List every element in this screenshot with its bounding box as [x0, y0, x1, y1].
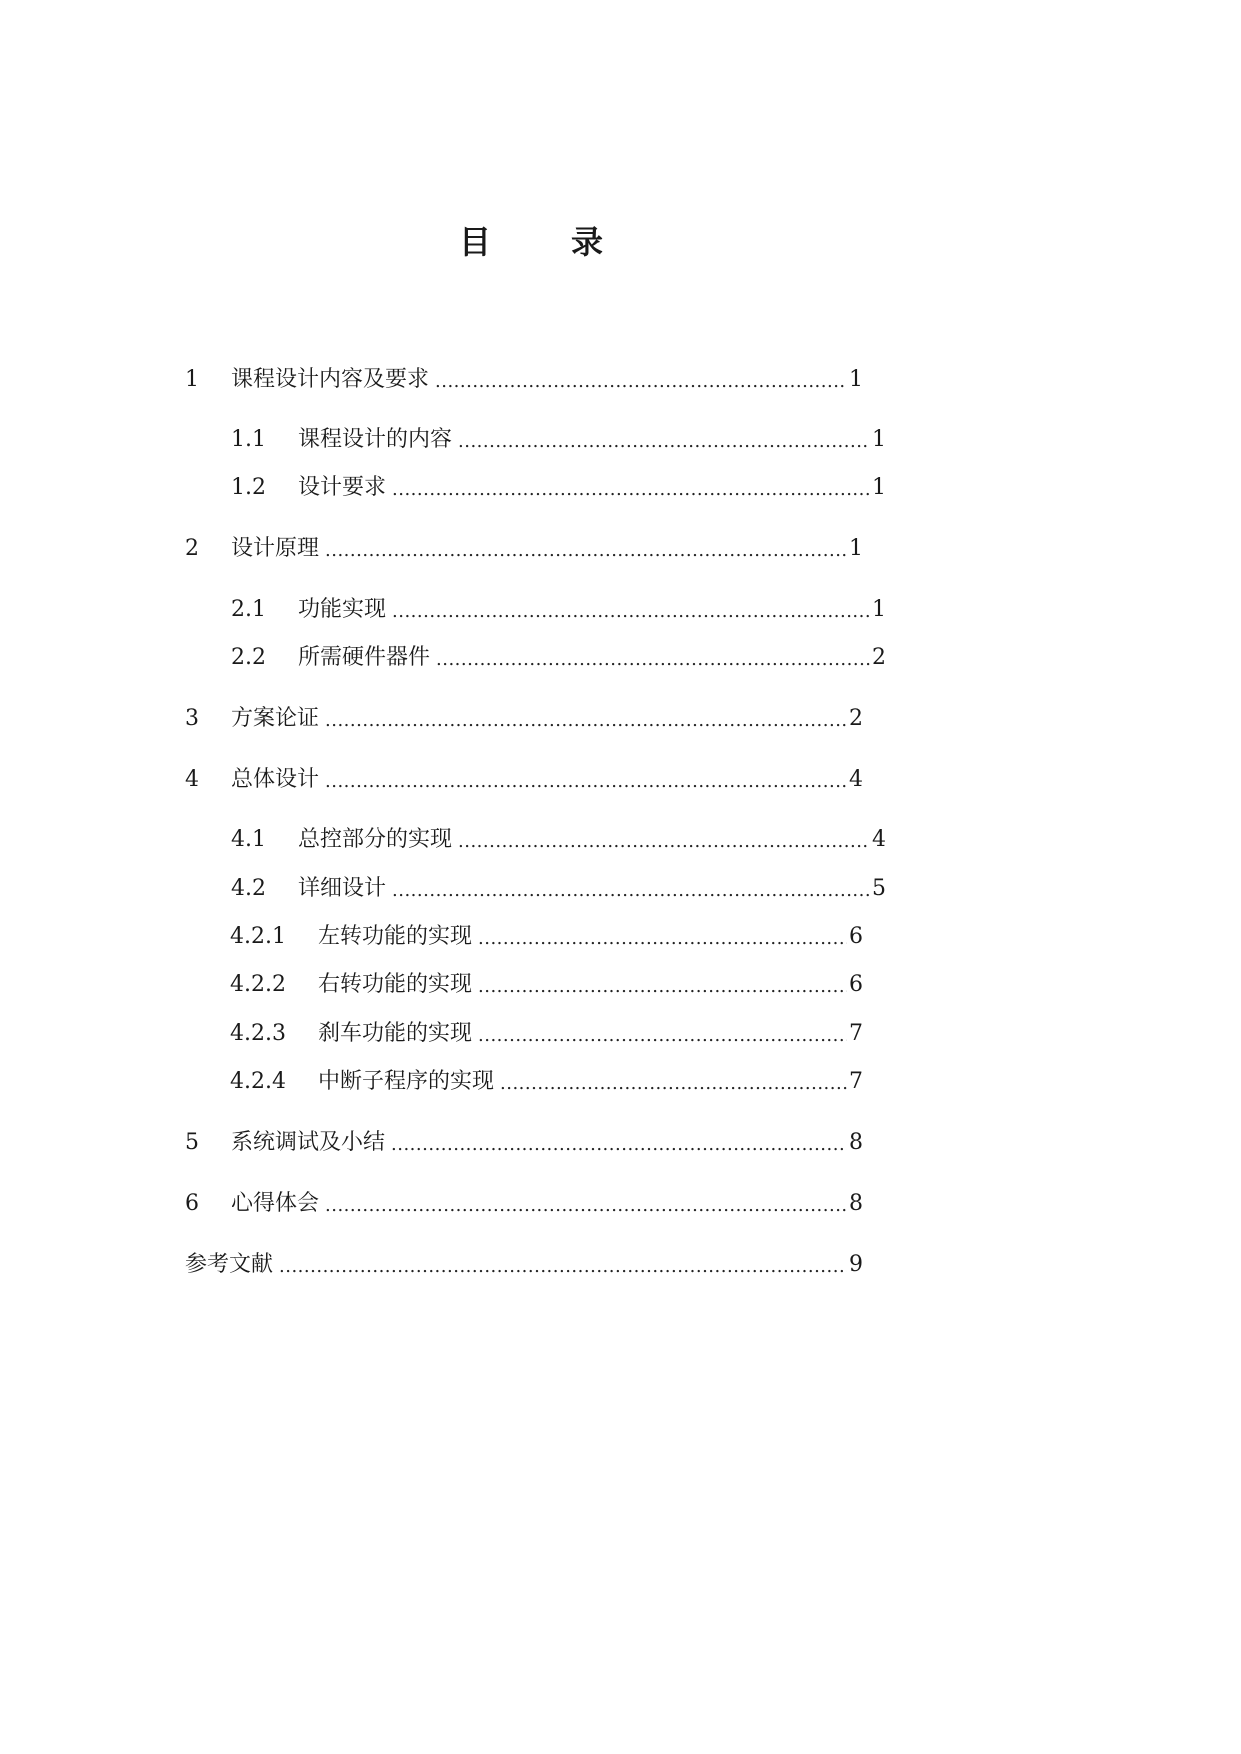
toc-leader-dots	[391, 1128, 847, 1158]
toc-entry[interactable]	[208, 643, 886, 673]
toc-leader-dots	[392, 473, 870, 503]
toc-entry[interactable]	[208, 874, 886, 904]
toc-entry[interactable]	[208, 595, 886, 625]
toc-entry[interactable]	[185, 365, 863, 395]
toc-leader-dots	[325, 534, 847, 564]
toc-leader-dots	[458, 425, 870, 455]
toc-entry-number: 2	[185, 536, 199, 561]
toc-leader-dots	[478, 922, 847, 952]
toc-entry-title: 设计原理	[231, 536, 320, 561]
toc-entry-title: 右转功能的实现	[318, 972, 473, 997]
toc-leader-dots	[392, 595, 870, 625]
toc-entry[interactable]	[185, 765, 863, 795]
toc-leader-dots	[279, 1250, 847, 1280]
toc-entry-page: 2	[872, 645, 886, 670]
toc-entry[interactable]	[230, 1019, 863, 1049]
toc-leader-dots	[325, 765, 847, 795]
toc-entry-number: 1.2	[231, 475, 266, 500]
toc-entry-title: 设计要求	[298, 475, 387, 500]
toc-entry-page: 7	[849, 1021, 863, 1046]
toc-entry-page: 9	[849, 1252, 863, 1277]
toc-entry[interactable]	[185, 704, 863, 734]
toc-entry-number: 5	[185, 1130, 199, 1155]
toc-entry-page: 1	[849, 536, 863, 561]
toc-entry-title: 刹车功能的实现	[318, 1021, 473, 1046]
toc-entry-page: 4	[849, 767, 863, 792]
toc-leader-dots	[436, 643, 870, 673]
toc-entry[interactable]	[208, 425, 886, 455]
toc-entry-title: 详细设计	[298, 876, 387, 901]
toc-leader-dots	[392, 874, 870, 904]
toc-entry-number: 2.1	[231, 597, 266, 622]
toc-entry-number: 4.1	[231, 827, 266, 852]
toc-entry[interactable]	[185, 1189, 863, 1219]
toc-entry[interactable]	[230, 970, 863, 1000]
toc-entry[interactable]	[185, 1128, 863, 1158]
toc-entry[interactable]	[185, 1250, 863, 1280]
toc-entry-title: 参考文献	[185, 1252, 274, 1277]
page-title: 目 录	[458, 223, 627, 261]
toc-entry-number: 4.2.1	[230, 924, 286, 949]
toc-leader-dots	[458, 825, 870, 855]
toc-entry[interactable]	[208, 825, 886, 855]
toc-entry[interactable]	[230, 1067, 863, 1097]
toc-entry-page: 5	[872, 876, 886, 901]
toc-leader-dots	[325, 704, 847, 734]
toc-entry[interactable]	[185, 534, 863, 564]
toc-entry-title: 中断子程序的实现	[318, 1069, 495, 1094]
toc-entry-number: 1	[185, 367, 199, 392]
toc-leader-dots	[478, 970, 847, 1000]
toc-entry[interactable]	[208, 473, 886, 503]
toc-entry-number: 1.1	[231, 427, 266, 452]
toc-entry-title: 所需硬件器件	[298, 645, 431, 670]
toc-entry-number: 2.2	[231, 645, 266, 670]
toc-entry[interactable]	[230, 922, 863, 952]
toc-entry-title: 功能实现	[298, 597, 387, 622]
toc-entry-title: 左转功能的实现	[318, 924, 473, 949]
toc-entry-page: 6	[849, 924, 863, 949]
toc-leader-dots	[325, 1189, 847, 1219]
toc-entry-page: 6	[849, 972, 863, 997]
toc-entry-number: 3	[185, 706, 199, 731]
toc-entry-page: 1	[872, 597, 886, 622]
toc-entry-number: 4	[185, 767, 199, 792]
toc-leader-dots	[435, 365, 847, 395]
toc-entry-page: 7	[849, 1069, 863, 1094]
toc-entry-title: 系统调试及小结	[231, 1130, 386, 1155]
toc-entry-title: 方案论证	[231, 706, 320, 731]
toc-entry-page: 8	[849, 1191, 863, 1216]
toc-entry-page: 1	[872, 427, 886, 452]
toc-entry-page: 8	[849, 1130, 863, 1155]
toc-entry-title: 心得体会	[231, 1191, 320, 1216]
toc-entry-title: 课程设计内容及要求	[231, 367, 430, 392]
toc-entry-title: 课程设计的内容	[298, 427, 453, 452]
toc-entry-number: 4.2.2	[230, 972, 286, 997]
toc-entry-page: 4	[872, 827, 886, 852]
toc-entry-page: 1	[872, 475, 886, 500]
toc-entry-page: 1	[849, 367, 863, 392]
toc-leader-dots	[478, 1019, 847, 1049]
toc-entry-page: 2	[849, 706, 863, 731]
toc-entry-title: 总体设计	[231, 767, 320, 792]
toc-entry-number: 6	[185, 1191, 199, 1216]
toc-entry-number: 4.2.3	[230, 1021, 286, 1046]
toc-entry-number: 4.2	[231, 876, 266, 901]
toc-entry-title: 总控部分的实现	[298, 827, 453, 852]
toc-leader-dots	[500, 1067, 847, 1097]
toc-entry-number: 4.2.4	[230, 1069, 286, 1094]
